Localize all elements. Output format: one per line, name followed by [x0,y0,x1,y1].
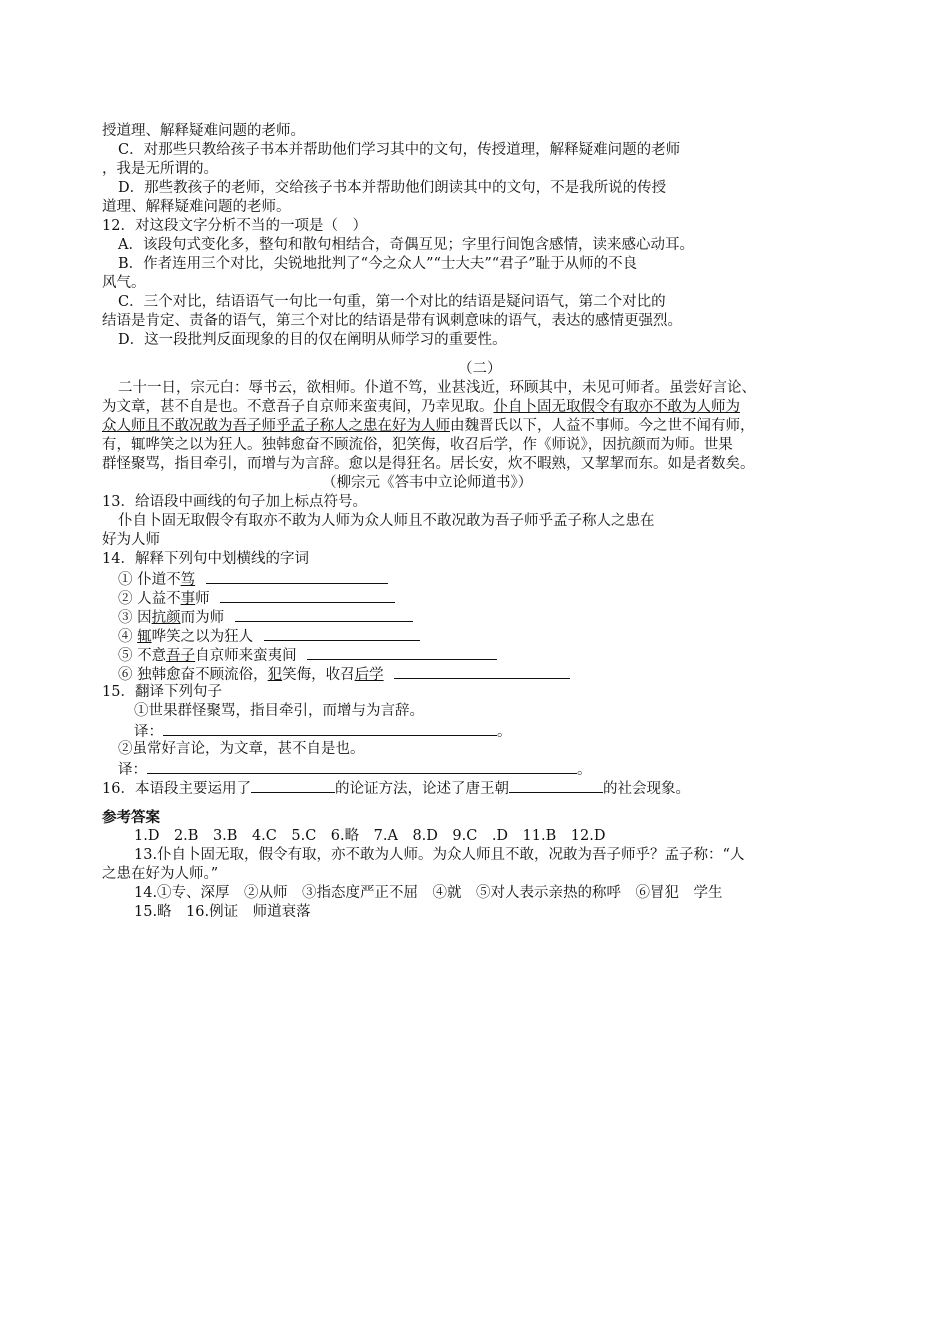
option-c-line1: C．对那些只教给孩子书本并帮助他们学习其中的文句，传授道理，解释疑难问题的老师 [118,142,681,158]
answer-blank[interactable] [394,664,570,679]
q14-item-2 [118,588,395,609]
item-text: 自京师来蛮夷间 [195,648,297,664]
q14-item-4 [118,626,420,647]
option-b-continuation: 授道理、解释疑难问题的老师。 [102,123,305,139]
passage-line3 [102,417,755,436]
option-d-line1: D．那些教孩子的老师，交给孩子书本并帮助他们朗读其中的文句，不是我所说的传授 [118,180,667,196]
section-title: （二） [458,361,502,377]
underlined-sentence-part2: 众人师且不敢况敢为吾子师乎孟子称人之患在好为人师 [102,418,450,434]
q12-option-b-line1: B．作者连用三个对比，尖锐地批判了“今之众人”“士大夫”“君子”耻于从师的不良 [118,256,638,272]
q14-item-5 [118,645,497,666]
underlined-sentence-part1: 仆自卜固无取假令有取亦不敢为人师为 [493,399,740,415]
answer-blank[interactable] [264,626,420,641]
question-15: 15．翻译下列句子 [102,684,222,700]
item-text: 笑侮，收召 [282,667,355,683]
question-14: 14．解释下列句中划横线的字词 [102,551,309,567]
q12-option-d: D．这一段批判反面现象的目的仅在阐明从师学习的重要性。 [118,332,507,348]
q13-text-line2: 好为人师 [102,532,160,548]
q16-text: 的论证方法，论述了唐王朝 [334,781,509,797]
answers-line3: 之患在好为人师。” [102,866,219,882]
underlined-word: 犯 [267,667,283,683]
answer-blank[interactable] [220,588,395,603]
answers-line2: 13.仆自卜固无取，假令有取，亦不敢为人师。为众人师且不敢，况敢为吾子师乎？孟子称：“人 [134,847,745,863]
question-12: 12．对这段文字分析不当的一项是（ ） [102,218,367,234]
item-number: ② [118,591,133,607]
q14-item-1 [118,569,388,590]
translation-blank[interactable] [147,759,577,774]
item-text: 不意 [137,648,167,664]
answer-blank[interactable] [509,778,603,793]
passage-source: （柳宗元《答韦中立论师道书》） [322,475,533,491]
underlined-word: 事 [180,591,196,607]
q15-translation-2 [118,759,592,780]
underlined-word: 笃 [180,572,196,588]
underlined-word: 后学 [354,667,384,683]
item-text: 哗笑之以为狂人 [151,629,254,645]
underlined-word: 辄 [137,629,152,645]
q13-text-line1: 仆自卜固无取假令有取亦不敢为人师为众人师且不敢况敢为吾子师乎孟子称人之患在 [118,513,655,529]
item-number: ⑥ [118,667,133,683]
q15-sentence-1: ①世果群怪聚骂，指目牵引，而增与为言辞。 [134,703,424,719]
period: 。 [497,724,512,740]
answer-blank[interactable] [307,645,497,660]
item-number: ④ [118,629,133,645]
item-text: 人益不 [137,591,181,607]
q15-translation-1 [134,721,512,742]
answer-blank[interactable] [251,778,335,793]
answers-title: 参考答案 [102,809,160,826]
answers-line5: 15.略 16.例证 师道衰落 [134,904,311,920]
q12-option-a: A．该段句式变化多，整句和散句相结合，奇偶互见；字里行间饱含感情，读来感心动耳。 [118,237,694,253]
question-13: 13．给语段中画线的句子加上标点符号。 [102,494,367,510]
passage-line2 [102,398,740,417]
question-16 [102,778,690,799]
q14-item-3 [118,607,413,628]
answer-blank[interactable] [206,569,388,584]
passage-line5: 群怪聚骂，指目牵引，而增与为言辞。愈以是得狂名。居长安，炊不暇熟，又挈挈而东。如是者数矣。 [102,456,755,472]
q15-sentence-2: ②虽常好言论，为文章，甚不自是也。 [118,741,365,757]
q12-option-b-line2: 风气。 [102,275,146,291]
item-text: 因 [137,610,152,626]
item-number: ① [118,572,133,588]
q16-text: 的社会现象。 [602,781,690,797]
item-number: ⑤ [118,648,133,664]
item-text: 师 [195,591,210,607]
q16-text: 16．本语段主要运用了 [102,781,251,797]
answer-blank[interactable] [235,607,413,622]
item-text: 仆道不 [137,572,181,588]
answers-line4: 14.①专、深厚 ②从师 ③指态度严正不屈 ④就 ⑤对人表示亲热的称呼 ⑥冒犯 学生 [134,885,723,901]
option-d-line2: 道理、解释疑难问题的老师。 [102,199,291,215]
item-text: 独韩愈奋不顾流俗， [137,667,268,683]
period: 。 [577,762,592,778]
q14-item-6 [118,664,570,685]
option-c-line2: ，我是无所谓的。 [102,161,218,177]
translation-label: 译： [134,724,163,740]
underlined-word: 抗颜 [151,610,181,626]
passage-line4: 有，辄哗笑之以为狂人。独韩愈奋不顾流俗，犯笑侮，收召后学，作《师说》，因抗颜而为师。世果 [102,437,733,453]
underlined-word: 吾子 [166,648,196,664]
translation-blank[interactable] [163,721,497,736]
q12-option-c-line1: C．三个对比，结语语气一句比一句重，第一个对比的结语是疑问语气，第二个对比的 [118,294,666,310]
passage-line2-text: 为文章，甚不自是也。不意吾子自京师来蛮夷间，乃幸见取。 [102,399,494,415]
passage-line1: 二十一日，宗元白：辱书云，欲相师。仆道不笃，业甚浅近，环顾其中，未见可师者。虽尝好言论、 [118,380,756,396]
translation-label: 译： [118,762,147,778]
answers-line1: 1.D 2.B 3.B 4.C 5.C 6.略 7.A 8.D 9.C .D 11.B 12.D [134,828,606,844]
passage-line3-text: 由魏晋氏以下，人益不事师。今之世不闻有师， [450,418,755,434]
item-text: 而为师 [180,610,225,626]
q12-option-c-line2: 结语是肯定、责备的语气，第三个对比的结语是带有讽刺意味的语气，表达的感情更强烈。 [102,313,682,329]
item-number: ③ [118,610,133,626]
